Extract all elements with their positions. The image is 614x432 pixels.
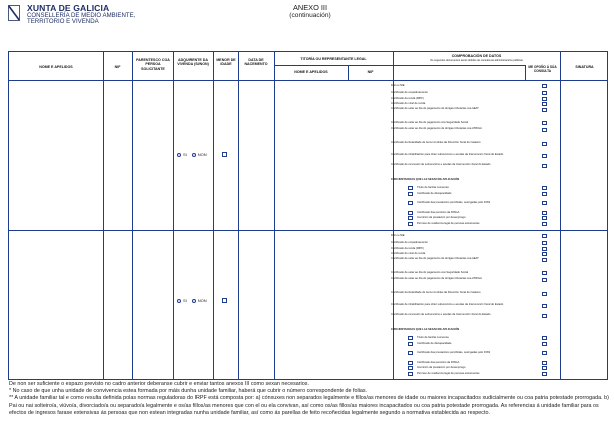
acquirer-yes-label-1: SI [183,152,187,157]
col-line [132,52,133,379]
circumstance-checkbox-2-1[interactable] [408,342,413,346]
header-oppose: ME OPOÑO Á SÚA CONSULTA [528,65,557,73]
circumstance-oppose-checkbox-1-3[interactable] [542,211,547,215]
xunta-emblem-icon [8,5,20,21]
annex-title: ANEXO III [292,3,328,12]
check-label-2-0: DNI ou NIE [391,234,405,237]
check-label-2-5: Certificado de estar ao día do pagamento coa Seguridade Social [391,271,469,274]
oppose-checkbox-1-8[interactable] [542,154,547,158]
oppose-checkbox-1-0[interactable] [542,84,547,88]
check-label-2-1: Certificado de empadroamento [391,241,428,244]
circumstance-checkbox-2-2[interactable] [408,351,413,355]
header-guardian-nif: NIF [367,70,374,74]
oppose-checkbox-2-6[interactable] [542,278,547,282]
circumstance-checkbox-2-4[interactable] [408,366,413,370]
circumstance-oppose-checkbox-1-2[interactable] [542,201,547,205]
check-label-1-1: Certificado de empadroamento [391,91,428,94]
row-line [274,65,393,66]
col-line [213,52,214,379]
check-label-1-0: DNI ou NIE [391,84,405,87]
circumstances-title-2: CIRCUNSTANCIAS QUE LLE SEXAN DE APLICACIÓN [391,328,460,331]
circumstance-oppose-checkbox-1-1[interactable] [542,192,547,196]
check-label-1-7: Certificado da titularidade de bens inmobles da Dirección Xeral do Catastro [391,141,481,144]
check-label-2-6: Certificado de estar ao día do pagamento de obrigas tributarias coa ATRIGA [391,277,482,280]
circumstance-label-1-5: Permiso de residencia legal de persoas estranxeiras [417,222,480,225]
acquirer-no-label-1: NON [197,152,207,157]
col-line [238,52,239,379]
header-minor: MENOR DE IDADE [216,58,236,67]
acquirer-no-label-2: NON [197,298,207,303]
footnote-2: ** A unidade familiar tal e como resulta definida polas normas reguladoras do IRPF está composta por: a) cónxuxes non separados legalmente e fillos/as menores de idade ou maiores incapacitados xudicialmente ou coa patria potestade prorrogada. b) Pai ou nai solteiro/a, viúvo/a, divorciado/a ou separado/a legalmente e os/as fillos/as menores que con el ou ela convivan, así como os/as fillos/as maiores incapacitados ou coa patria potestade prorrogada. As referencias á unidade familiar para os efectos de ingresos farase extensivas ás persoas que non estean integradas nunha unidade familiar, así como ás parellas de feito recoñecidas legalmente segundo a normativa establecida ao respecto. [9,395,609,416]
minor-checkbox-2[interactable] [222,298,227,303]
acquirer-yes-radio-1[interactable] [177,153,181,157]
circumstance-checkbox-1-0[interactable] [408,186,413,190]
circumstance-oppose-checkbox-2-5[interactable] [542,372,547,376]
oppose-checkbox-1-5[interactable] [542,121,547,125]
acquirer-yes-label-2: SI [183,298,187,303]
minor-checkbox-1[interactable] [222,152,227,157]
footnote-0: De non ser suficiente o espazo previsto no cadro anterior deberanse cubrir e enviar tantos anexos III como sexan necesarios. [9,381,309,387]
oppose-checkbox-2-3[interactable] [542,252,547,256]
circumstance-oppose-checkbox-1-4[interactable] [542,216,547,220]
header-acquirer: ADQUIRENTE DA VIVENDA (SI/NON) [177,58,209,67]
circumstance-oppose-checkbox-1-5[interactable] [542,222,547,226]
col-line [560,52,561,379]
oppose-checkbox-2-8[interactable] [542,304,547,308]
oppose-checkbox-1-4[interactable] [542,108,547,112]
header-birth: DATA DE NACEMENTO [244,58,268,67]
circumstance-label-1-2: Certificado das prestacións percibidas, outorgadas polo INSS [417,201,491,204]
oppose-checkbox-2-4[interactable] [542,258,547,262]
check-label-1-4: Certificado de estar ao día do pagamento de obrigas tributarias coa AEAT [391,107,479,110]
org-dept-line2: TERRITORIO E VIVENDA [27,18,99,26]
acquirer-radio-group-2 [177,298,207,303]
circumstance-label-2-3: Certificado das pensións da RISGA [417,361,460,364]
circumstance-oppose-checkbox-2-1[interactable] [542,342,547,346]
header-guardian-name: NOME E APELIDOS [294,70,328,74]
circumstance-oppose-checkbox-2-0[interactable] [542,336,547,340]
circumstance-checkbox-2-0[interactable] [408,336,413,340]
circumstance-oppose-checkbox-2-3[interactable] [542,361,547,365]
acquirer-radio-group-1 [177,152,207,157]
acquirer-no-radio-1[interactable] [192,153,196,157]
members-table [8,51,608,380]
check-label-2-7: Certificado da titularidade de bens inmobles da Dirección Xeral do Catastro [391,291,481,294]
oppose-checkbox-1-2[interactable] [542,97,547,101]
circumstance-checkbox-1-1[interactable] [408,192,413,196]
check-label-2-2: Certificado da renda (IRPF) [391,247,424,250]
circumstance-checkbox-2-3[interactable] [408,361,413,365]
circumstance-label-2-0: Título de familia numerosa [417,336,449,339]
circumstance-label-2-2: Certificado das prestacións percibidas, outorgadas polo INSS [417,351,491,354]
header-check-note: Os seguintes documentos serán obtidos de consulta ás administracións públicas [430,59,523,62]
header-kinship: PARENTESCO COA PERSOA SOLICITANTE [136,58,170,71]
circumstance-label-2-4: Inscrición da prestación por desemprego [417,366,466,369]
check-label-1-3: Certificado do nivel de renda [391,102,426,105]
check-label-1-9: Certificado de concesión de subvencións e axudas da Intervención Xeral do Estado [391,163,491,166]
circumstance-label-1-4: Inscrición da prestación por desemprego [417,216,466,219]
check-label-1-2: Certificado da renda (IRPF) [391,97,424,100]
circumstance-oppose-checkbox-2-4[interactable] [542,366,547,370]
col-line [274,52,275,379]
header-check: COMPROBACIÓN DE DATOS [451,54,502,58]
check-label-2-9: Certificado de concesión de subvencións e axudas da Intervención Xeral do Estado [391,313,491,316]
circumstance-checkbox-1-5[interactable] [408,222,413,226]
circumstance-checkbox-2-5[interactable] [408,372,413,376]
circumstance-checkbox-1-3[interactable] [408,211,413,215]
oppose-checkbox-2-7[interactable] [542,292,547,296]
oppose-checkbox-1-9[interactable] [542,164,547,168]
check-label-2-8: Certificado de inhabilitación para obter subvencións e axudas da Intervención Xeral do Estado [391,303,504,306]
circumstance-oppose-checkbox-1-0[interactable] [542,186,547,190]
circumstance-label-2-1: Certificado de discapacidade [417,342,452,345]
org-dept-line1: CONSELLERÍA DE MEDIO AMBIENTE, [27,12,136,20]
circumstance-label-1-0: Título de familia numerosa [417,186,449,189]
circumstance-label-1-3: Certificado das pensións da RISGA [417,211,460,214]
oppose-checkbox-1-3[interactable] [542,102,547,106]
header-guardian: TITORÍA OU REPRESENTANTE LEGAL [300,57,367,61]
check-label-1-5: Certificado de estar ao día do pagamento coa Seguridade Social [391,121,469,124]
row-line [393,65,525,66]
row-line [9,230,607,231]
acquirer-yes-radio-2[interactable] [177,299,181,303]
check-label-2-4: Certificado de estar ao día do pagamento de obrigas tributarias coa AEAT [391,257,479,260]
oppose-checkbox-1-7[interactable] [542,142,547,146]
circumstance-label-1-1: Certificado de discapacidade [417,192,452,195]
oppose-checkbox-2-9[interactable] [542,314,547,318]
header-nif: NIF [114,65,121,69]
oppose-checkbox-2-1[interactable] [542,241,547,245]
footnote-1: * No caso de que unha unidade de convivencia estea formada por máis dunha unidade familiar, haberá que cubrir o número correspondente de folias. [9,388,368,395]
header-signature: SINATURA [575,65,594,69]
annex-header [270,3,350,19]
oppose-checkbox-2-0[interactable] [542,234,547,238]
row-line [9,80,607,81]
header-name: NOME E APELIDOS [39,65,73,69]
col-line [103,52,104,379]
organization-header [27,4,207,26]
oppose-checkbox-1-6[interactable] [542,128,547,132]
circumstance-checkbox-1-2[interactable] [408,201,413,205]
col-line [173,52,174,379]
org-brand: XUNTA DE GALICIA [27,3,110,13]
footnotes [9,381,609,417]
check-label-2-3: Certificado do nivel de renda [391,252,426,255]
circumstance-label-2-5: Permiso de residencia legal de persoas estranxeiras [417,372,480,375]
oppose-checkbox-2-2[interactable] [542,247,547,251]
oppose-checkbox-1-1[interactable] [542,91,547,95]
check-label-1-6: Certificado de estar ao día do pagamento de obrigas tributarias coa ATRIGA [391,127,482,130]
check-label-1-8: Certificado de inhabilitación para obter subvencións e axudas da Intervención Xeral do Estado [391,153,504,156]
circumstance-oppose-checkbox-2-2[interactable] [542,351,547,355]
annex-subtitle: (continuación) [289,12,331,19]
acquirer-no-radio-2[interactable] [192,299,196,303]
circumstances-title-1: CIRCUNSTANCIAS QUE LLE SEXAN DE APLICACIÓN [391,178,460,181]
oppose-checkbox-2-5[interactable] [542,271,547,275]
circumstance-checkbox-1-4[interactable] [408,216,413,220]
